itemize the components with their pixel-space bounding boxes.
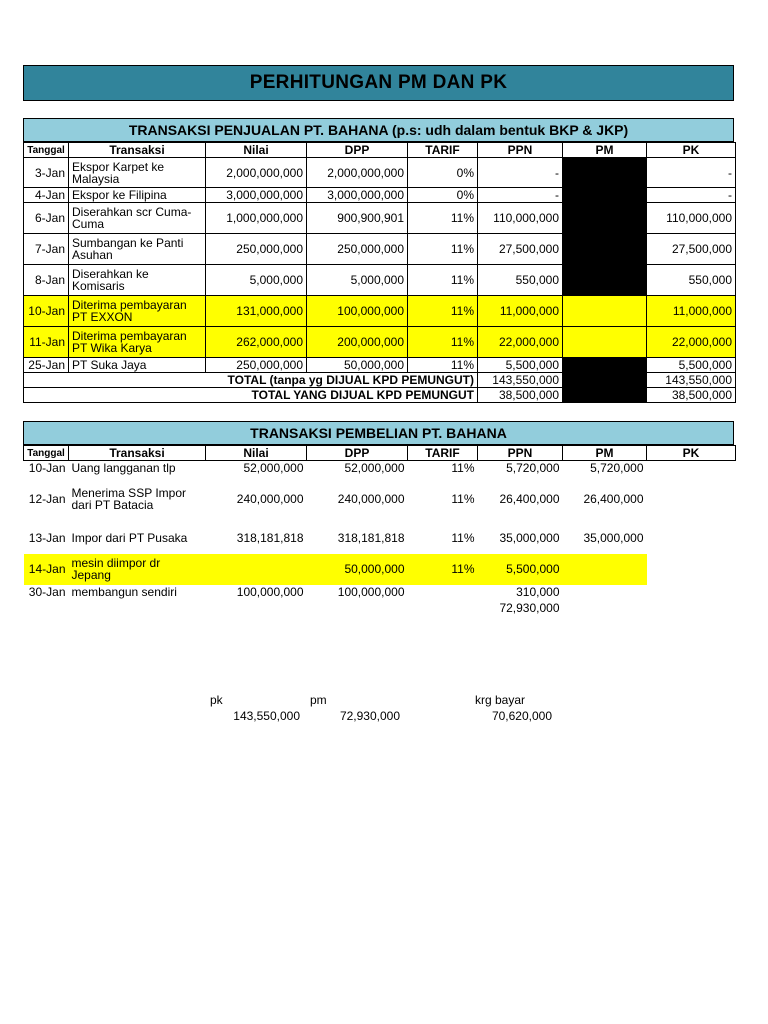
col-header-pk: PK	[647, 143, 736, 158]
table-row	[24, 203, 736, 234]
cell-tarif: 11%	[451, 492, 475, 506]
cell-transaksi: Ekspor Karpet ke Malaysia	[69, 158, 206, 188]
cell-dpp: 100,000,000	[337, 584, 405, 599]
total-row-non-pemungut	[24, 373, 736, 388]
cell-nilai: 250,000,000	[206, 234, 307, 265]
total-ppn: 143,550,000	[478, 373, 563, 388]
cell-nilai: 250,000,000	[206, 358, 307, 373]
cell-tarif: 11%	[408, 554, 478, 585]
cell-ppn: 550,000	[478, 265, 563, 296]
col-header-ppn: PPN	[478, 143, 563, 158]
cell-tanggal: 8-Jan	[24, 265, 69, 296]
table-row	[24, 476, 736, 523]
cell-pm-masked	[563, 373, 647, 388]
cell-ppn: 110,000,000	[478, 203, 563, 234]
cell-ppn: 22,000,000	[478, 327, 563, 358]
cell-pk	[647, 523, 736, 554]
cell-ppn: -	[478, 188, 563, 203]
table-row	[24, 585, 736, 601]
cell-transaksi: Diterima pembayaran PT EXXON	[69, 296, 206, 327]
cell-dpp: 318,181,818	[337, 531, 405, 545]
cell-pm	[563, 296, 647, 327]
purchase-header-row	[24, 446, 736, 461]
cell-ppn: 26,400,000	[499, 492, 560, 506]
cell-pk	[647, 461, 736, 476]
cell-tanggal: 10-Jan	[24, 296, 69, 327]
cell-transaksi: Sumbangan ke Panti Asuhan	[69, 234, 206, 265]
table-row	[24, 265, 736, 296]
cell-transaksi: Menerima SSP Impor dari PT Batacia	[71, 486, 186, 512]
cell-tarif: 0%	[408, 188, 478, 203]
cell-transaksi: Diserahkan scr Cuma-Cuma	[69, 203, 206, 234]
cell-ppn: 27,500,000	[478, 234, 563, 265]
cell-tarif: 11%	[408, 327, 478, 358]
col-header-tarif: TARIF	[408, 143, 478, 158]
cell-dpp: 3,000,000,000	[307, 188, 408, 203]
table-row	[24, 188, 736, 203]
col-header-transaksi: Transaksi	[69, 143, 206, 158]
col-header-transaksi: Transaksi	[69, 446, 206, 461]
cell-nilai: 262,000,000	[206, 327, 307, 358]
summary-pm-value: 72,930,000	[339, 709, 400, 723]
cell-transaksi: Ekspor ke Filipina	[69, 188, 206, 203]
cell-ppn: 5,500,000	[478, 554, 563, 585]
cell-tanggal: 7-Jan	[24, 234, 69, 265]
cell-transaksi: Diterima pembayaran PT Wika Karya	[69, 327, 206, 358]
sales-header-row	[24, 143, 736, 158]
cell-ppn: 310,000	[516, 584, 560, 599]
table-row	[24, 234, 736, 265]
cell-tanggal: 14-Jan	[24, 554, 69, 585]
cell-tarif: 0%	[408, 158, 478, 188]
col-header-pm: PM	[563, 446, 647, 461]
col-header-tarif: TARIF	[408, 446, 478, 461]
cell-tarif: 11%	[408, 265, 478, 296]
cell-pm	[563, 327, 647, 358]
purchase-section-heading: TRANSAKSI PEMBELIAN PT. BAHANA	[23, 421, 734, 445]
cell-pk	[647, 585, 736, 601]
total-pk: 143,550,000	[647, 373, 736, 388]
cell-pk	[647, 554, 736, 585]
cell-nilai: 52,000,000	[243, 461, 304, 476]
col-header-nilai: Nilai	[206, 143, 307, 158]
cell-dpp: 240,000,000	[337, 492, 405, 506]
cell-nilai: 131,000,000	[206, 296, 307, 327]
col-header-dpp: DPP	[307, 143, 408, 158]
total-pk: 38,500,000	[647, 388, 736, 403]
col-header-nilai: Nilai	[206, 446, 307, 461]
cell-transaksi: membangun sendiri	[71, 584, 177, 599]
cell-tanggal: 11-Jan	[24, 327, 69, 358]
cell-tanggal: 13-Jan	[28, 531, 66, 545]
cell-transaksi: mesin diimpor dr Jepang	[69, 554, 206, 585]
cell-tarif: 11%	[451, 461, 475, 476]
table-row-highlighted	[24, 327, 736, 358]
cell-transaksi: Diserahkan ke Komisaris	[69, 265, 206, 296]
cell-nilai: 240,000,000	[236, 492, 304, 506]
table-row	[24, 158, 736, 188]
cell-ppn: -	[478, 158, 563, 188]
cell-ppn: 35,000,000	[499, 531, 560, 545]
cell-pk: 550,000	[647, 265, 736, 296]
cell-tanggal: 3-Jan	[24, 158, 69, 188]
cell-tarif: 11%	[451, 531, 475, 545]
cell-dpp: 5,000,000	[307, 265, 408, 296]
col-header-pm: PM	[563, 143, 647, 158]
total-label: TOTAL YANG DIJUAL KPD PEMUNGUT	[24, 388, 478, 403]
purchase-ppn-total: 72,930,000	[499, 600, 560, 615]
col-header-tanggal: Tanggal	[24, 446, 69, 461]
cell-tanggal: 4-Jan	[24, 188, 69, 203]
cell-pm	[563, 554, 647, 585]
total-row-pemungut	[24, 388, 736, 403]
cell-nilai: 5,000,000	[206, 265, 307, 296]
col-header-ppn: PPN	[478, 446, 563, 461]
cell-pm: 26,400,000	[583, 492, 644, 506]
cell-tarif: 11%	[408, 203, 478, 234]
cell-tarif: 11%	[408, 358, 478, 373]
cell-nilai: 2,000,000,000	[206, 158, 307, 188]
cell-pm: 35,000,000	[583, 531, 644, 545]
cell-dpp: 100,000,000	[307, 296, 408, 327]
cell-ppn: 5,720,000	[506, 461, 560, 476]
cell-pm-masked	[563, 388, 647, 403]
cell-ppn: 5,500,000	[478, 358, 563, 373]
cell-pm	[563, 585, 647, 601]
cell-pk: 11,000,000	[647, 296, 736, 327]
table-row	[24, 358, 736, 373]
cell-dpp: 50,000,000	[307, 554, 408, 585]
summary-krg-bayar-value: 70,620,000	[491, 709, 552, 723]
page-title: PERHITUNGAN PM DAN PK	[23, 65, 734, 101]
summary-pk-label: pk	[210, 693, 223, 707]
cell-tanggal: 10-Jan	[28, 461, 66, 476]
sales-section-heading: TRANSAKSI PENJUALAN PT. BAHANA (p.s: udh dalam bentuk BKP & JKP)	[23, 118, 734, 142]
cell-tarif	[408, 585, 478, 601]
cell-pm-masked	[563, 265, 647, 296]
table-row-highlighted	[24, 554, 736, 585]
cell-tanggal: 12-Jan	[28, 492, 66, 506]
cell-dpp: 200,000,000	[307, 327, 408, 358]
total-label: TOTAL (tanpa yg DIJUAL KPD PEMUNGUT)	[24, 373, 478, 388]
cell-pk: 110,000,000	[647, 203, 736, 234]
table-row	[24, 523, 736, 554]
total-ppn: 38,500,000	[478, 388, 563, 403]
cell-dpp: 52,000,000	[344, 461, 405, 476]
col-header-tanggal: Tanggal	[24, 143, 69, 158]
cell-tanggal: 30-Jan	[28, 584, 66, 599]
cell-pm-masked	[563, 188, 647, 203]
col-header-pk: PK	[647, 446, 736, 461]
cell-nilai: 318,181,818	[236, 531, 304, 545]
cell-pm-masked	[563, 358, 647, 373]
summary-pm-label: pm	[310, 693, 327, 707]
cell-dpp: 900,900,901	[307, 203, 408, 234]
cell-nilai: 100,000,000	[236, 584, 304, 599]
cell-ppn: 11,000,000	[478, 296, 563, 327]
cell-pm: 5,720,000	[590, 461, 644, 476]
cell-transaksi: Uang langganan tlp	[71, 461, 176, 476]
cell-pk: 22,000,000	[647, 327, 736, 358]
cell-tarif: 11%	[408, 234, 478, 265]
cell-dpp: 2,000,000,000	[307, 158, 408, 188]
table-row-highlighted	[24, 296, 736, 327]
purchase-table	[23, 445, 736, 615]
cell-pm-masked	[563, 234, 647, 265]
cell-transaksi: PT Suka Jaya	[69, 358, 206, 373]
cell-pk: -	[647, 158, 736, 188]
cell-tanggal: 25-Jan	[24, 358, 69, 373]
cell-pm-masked	[563, 203, 647, 234]
sales-table	[23, 142, 736, 403]
cell-transaksi: Impor dari PT Pusaka	[71, 531, 188, 545]
summary-krg-bayar-label: krg bayar	[475, 693, 526, 707]
cell-pk: -	[647, 188, 736, 203]
cell-tarif: 11%	[408, 296, 478, 327]
summary-pk-value: 143,550,000	[233, 709, 300, 723]
cell-pk	[647, 476, 736, 523]
cell-nilai: 1,000,000,000	[206, 203, 307, 234]
cell-nilai: 3,000,000,000	[206, 188, 307, 203]
table-row	[24, 461, 736, 476]
ppn-total-row	[24, 601, 736, 615]
cell-dpp: 50,000,000	[307, 358, 408, 373]
cell-tanggal: 6-Jan	[24, 203, 69, 234]
cell-pk: 27,500,000	[647, 234, 736, 265]
cell-dpp: 250,000,000	[307, 234, 408, 265]
cell-nilai	[206, 554, 307, 585]
cell-pm-masked	[563, 158, 647, 188]
cell-pk: 5,500,000	[647, 358, 736, 373]
col-header-dpp: DPP	[307, 446, 408, 461]
